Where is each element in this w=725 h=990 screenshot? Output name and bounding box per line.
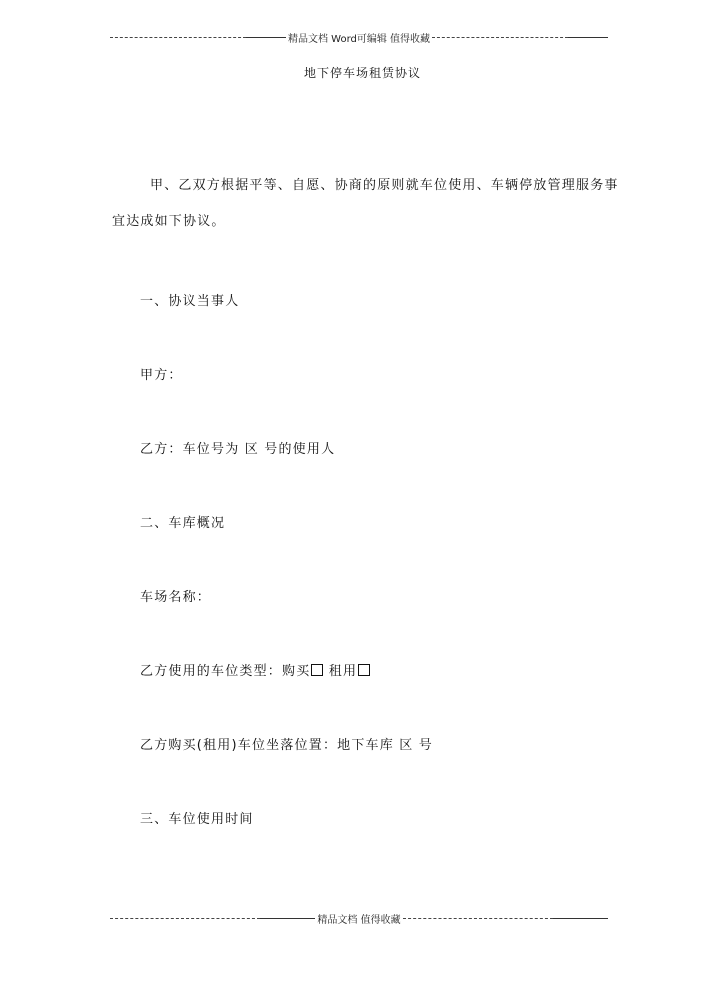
space-location-line: 乙方购买(租用)车位坐落位置：地下车库 区 号 bbox=[140, 738, 434, 753]
banner-solid-rule bbox=[568, 37, 608, 38]
footer-banner-text: 精品文档 值得收藏 bbox=[317, 914, 401, 926]
footer-banner bbox=[110, 911, 608, 925]
banner-dashed-rule bbox=[432, 37, 568, 38]
banner-solid-rule bbox=[260, 918, 315, 919]
banner-dashed-rule bbox=[403, 918, 553, 919]
space-type-label: 乙方使用的车位类型：购买 bbox=[140, 664, 311, 679]
rent-checkbox[interactable] bbox=[358, 664, 370, 676]
document-title: 地下停车场租赁协议 bbox=[303, 66, 421, 80]
garage-name-line: 车场名称： bbox=[140, 590, 212, 605]
banner-solid-rule bbox=[246, 37, 286, 38]
section1-heading: 一、协议当事人 bbox=[140, 294, 240, 309]
section3-heading: 三、车位使用时间 bbox=[140, 812, 254, 827]
header-banner-text: 精品文档 Word可编辑 值得收藏 bbox=[287, 33, 431, 45]
banner-dashed-rule bbox=[110, 37, 246, 38]
header-banner bbox=[110, 30, 608, 44]
party-a-line: 甲方： bbox=[140, 368, 183, 383]
banner-solid-rule bbox=[553, 918, 608, 919]
section2-heading: 二、车库概况 bbox=[140, 516, 226, 531]
banner-dashed-rule bbox=[110, 918, 260, 919]
rent-label: 租用 bbox=[323, 664, 358, 679]
purchase-checkbox[interactable] bbox=[311, 664, 323, 676]
space-type-line bbox=[140, 660, 370, 679]
intro-paragraph: 甲、乙双方根据平等、自愿、协商的原则就车位使用、车辆停放管理服务事宜达成如下协议。 bbox=[112, 178, 619, 229]
party-b-line: 乙方：车位号为 区 号的使用人 bbox=[140, 442, 336, 457]
